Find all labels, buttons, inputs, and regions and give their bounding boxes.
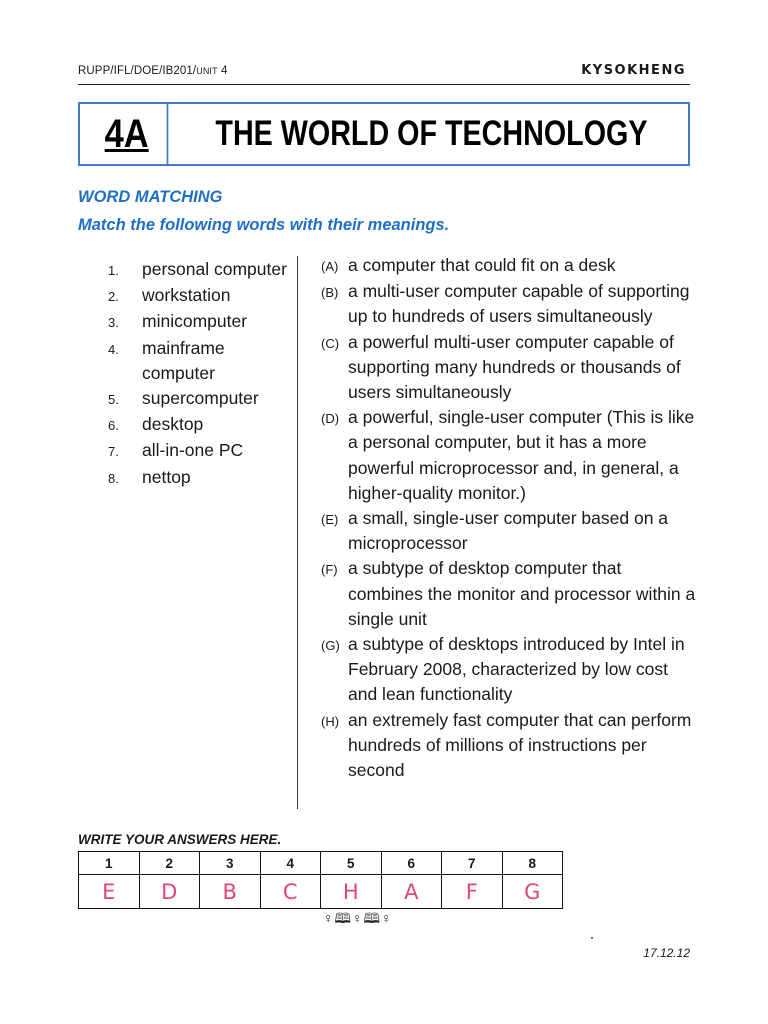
answer-cell-5[interactable]: H [321, 875, 382, 909]
word-item [108, 257, 294, 283]
word-item [108, 336, 294, 386]
definition-item [321, 279, 701, 329]
answer-cell-3[interactable]: B [200, 875, 261, 909]
ink-dot [591, 937, 593, 939]
definition-letter: (F) [321, 562, 338, 578]
word-item [108, 438, 294, 464]
answer-number: 4 [260, 852, 321, 875]
definition-text: a powerful, single-user computer (This is like a personal computer, but it has a more powerful microprocessor and, in general, a higher-quality monitor.) [348, 407, 695, 503]
answer-value-row [79, 875, 563, 909]
definition-letter: (B) [321, 285, 339, 301]
answer-number: 6 [381, 852, 442, 875]
definition-letter: (H) [321, 713, 340, 729]
definition-item [321, 506, 701, 556]
definition-text: a computer that could fit on a desk [348, 255, 616, 275]
word-number: 5. [108, 392, 119, 408]
header-rule [78, 84, 690, 85]
definition-item [321, 632, 701, 708]
word-item [108, 465, 294, 491]
definition-item [321, 253, 701, 279]
word-number: 3. [108, 315, 119, 331]
definition-item [321, 708, 701, 784]
definition-text: a multi-user computer capable of supporting up to hundreds of users simultaneously [348, 281, 690, 327]
answer-cell-8[interactable]: G [502, 875, 563, 909]
answer-cell-7[interactable]: F [442, 875, 503, 909]
definition-letter: (A) [321, 259, 339, 274]
word-number: 8. [108, 470, 119, 486]
definition-text: a subtype of desktops introduced by Intel in February 2008, characterized by low cost and lean functionality [348, 634, 685, 705]
lesson-title [175, 104, 688, 164]
word-item [108, 283, 294, 309]
word-text: minicomputer [142, 311, 248, 332]
word-item [108, 386, 294, 412]
word-text: nettop [142, 466, 191, 487]
word-text: personal computer [142, 259, 287, 279]
definition-letter: (D) [321, 411, 340, 427]
section-heading: WORD MATCHING [78, 188, 223, 206]
title-box [78, 102, 690, 166]
answer-number: 1 [79, 852, 140, 875]
word-text: all-in-one PC [142, 440, 244, 461]
definition-list [321, 253, 701, 783]
definition-item [321, 556, 701, 632]
word-text: mainframe computer [142, 337, 225, 383]
answer-cell-6[interactable]: A [381, 875, 442, 909]
answer-cell-1[interactable]: E [79, 875, 140, 909]
answer-table [78, 851, 563, 909]
lesson-number: 4A [87, 104, 169, 164]
course-code-text: RUPP/IFL/DOE/IB201/ [78, 65, 197, 77]
answer-header-row [79, 852, 563, 875]
course-code [78, 65, 227, 77]
answer-cell-2[interactable]: D [139, 875, 200, 909]
answer-number: 5 [321, 852, 382, 875]
word-text: workstation [142, 285, 231, 306]
word-item [108, 309, 294, 335]
answer-number: 3 [200, 852, 261, 875]
definition-text: an extremely fast computer that can perform hundreds of millions of instructions per second [348, 709, 692, 781]
word-list [108, 257, 294, 491]
section-instruction: Match the following words with their meanings. [78, 216, 450, 234]
word-number: 4. [108, 341, 119, 357]
page-date: 17.12.12 [643, 946, 690, 960]
decorative-ornament: ♀🕮♀🕮♀ [323, 910, 393, 926]
column-divider [297, 256, 298, 809]
word-text: supercomputer [142, 388, 259, 409]
answer-cell-4[interactable]: C [260, 875, 321, 909]
unit-number: 4 [220, 65, 228, 77]
lesson-title-text: THE WORLD OF TECHNOLOGY [215, 114, 648, 153]
definition-item [321, 330, 701, 406]
definition-letter: (C) [321, 335, 340, 351]
author-name: KYSOKHENG [581, 63, 686, 78]
definition-text: a subtype of desktop computer that combines the monitor and processor within a single unit [348, 558, 696, 629]
definition-text: a powerful multi-user computer capable of supporting many hundreds or thousands of users simultaneously [348, 331, 681, 403]
unit-word: UNIT [196, 66, 218, 76]
word-number: 1. [108, 263, 119, 278]
word-number: 6. [108, 418, 119, 434]
answer-number: 2 [139, 852, 200, 875]
answers-label: WRITE YOUR ANSWERS HERE. [78, 832, 282, 847]
definition-letter: (G) [321, 638, 340, 654]
word-number: 2. [108, 289, 119, 305]
word-number: 7. [108, 444, 119, 460]
word-text: desktop [142, 414, 204, 435]
answer-number: 8 [502, 852, 563, 875]
answer-number: 7 [442, 852, 503, 875]
definition-item [321, 405, 701, 506]
definition-text: a small, single-user computer based on a microprocessor [348, 508, 669, 554]
word-item [108, 412, 294, 438]
definition-letter: (E) [321, 512, 339, 528]
